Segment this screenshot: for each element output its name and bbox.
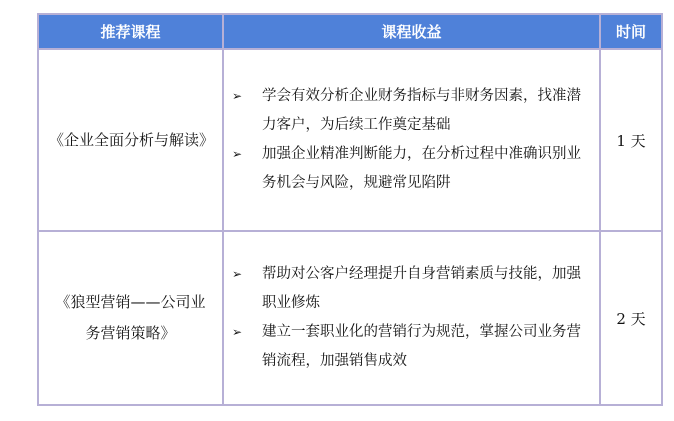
arrow-bullet-icon: ➢: [232, 325, 243, 339]
benefit-item: [232, 82, 581, 140]
benefit-item: [232, 260, 581, 318]
benefit-text: 建立一套职业化的营销行为规范，掌握公司业务营销流程，加强销售成效: [262, 324, 581, 369]
benefit-list: [224, 260, 599, 376]
table-row: [38, 49, 662, 231]
table-row: [38, 231, 662, 405]
header-row: [38, 14, 662, 49]
benefit-text: 加强企业精准判断能力，在分析过程中准确识别业务机会与风险，规避常见陷阱: [262, 146, 581, 191]
header-time: 时间: [600, 14, 662, 49]
benefit-cell: [223, 49, 600, 231]
benefit-item: [232, 318, 581, 376]
benefit-text: 帮助对公客户经理提升自身营销素质与技能，加强职业修炼: [262, 266, 581, 311]
course-duration: 1 天: [600, 49, 662, 231]
course-duration: 2 天: [600, 231, 662, 405]
header-benefit: 课程收益: [223, 14, 600, 49]
arrow-bullet-icon: ➢: [232, 267, 243, 281]
benefit-item: [232, 140, 581, 198]
arrow-bullet-icon: ➢: [232, 147, 243, 161]
benefit-text: 学会有效分析企业财务指标与非财务因素，找准潜力客户，为后续工作奠定基础: [262, 88, 581, 133]
course-table: [37, 13, 663, 406]
benefit-cell: [223, 231, 600, 405]
arrow-bullet-icon: ➢: [232, 89, 243, 103]
benefit-list: [224, 82, 599, 198]
course-name: 《企业全面分析与解读》: [38, 49, 223, 231]
course-name: 《狼型营销——公司业务营销策略》: [38, 231, 223, 405]
header-course: 推荐课程: [38, 14, 223, 49]
